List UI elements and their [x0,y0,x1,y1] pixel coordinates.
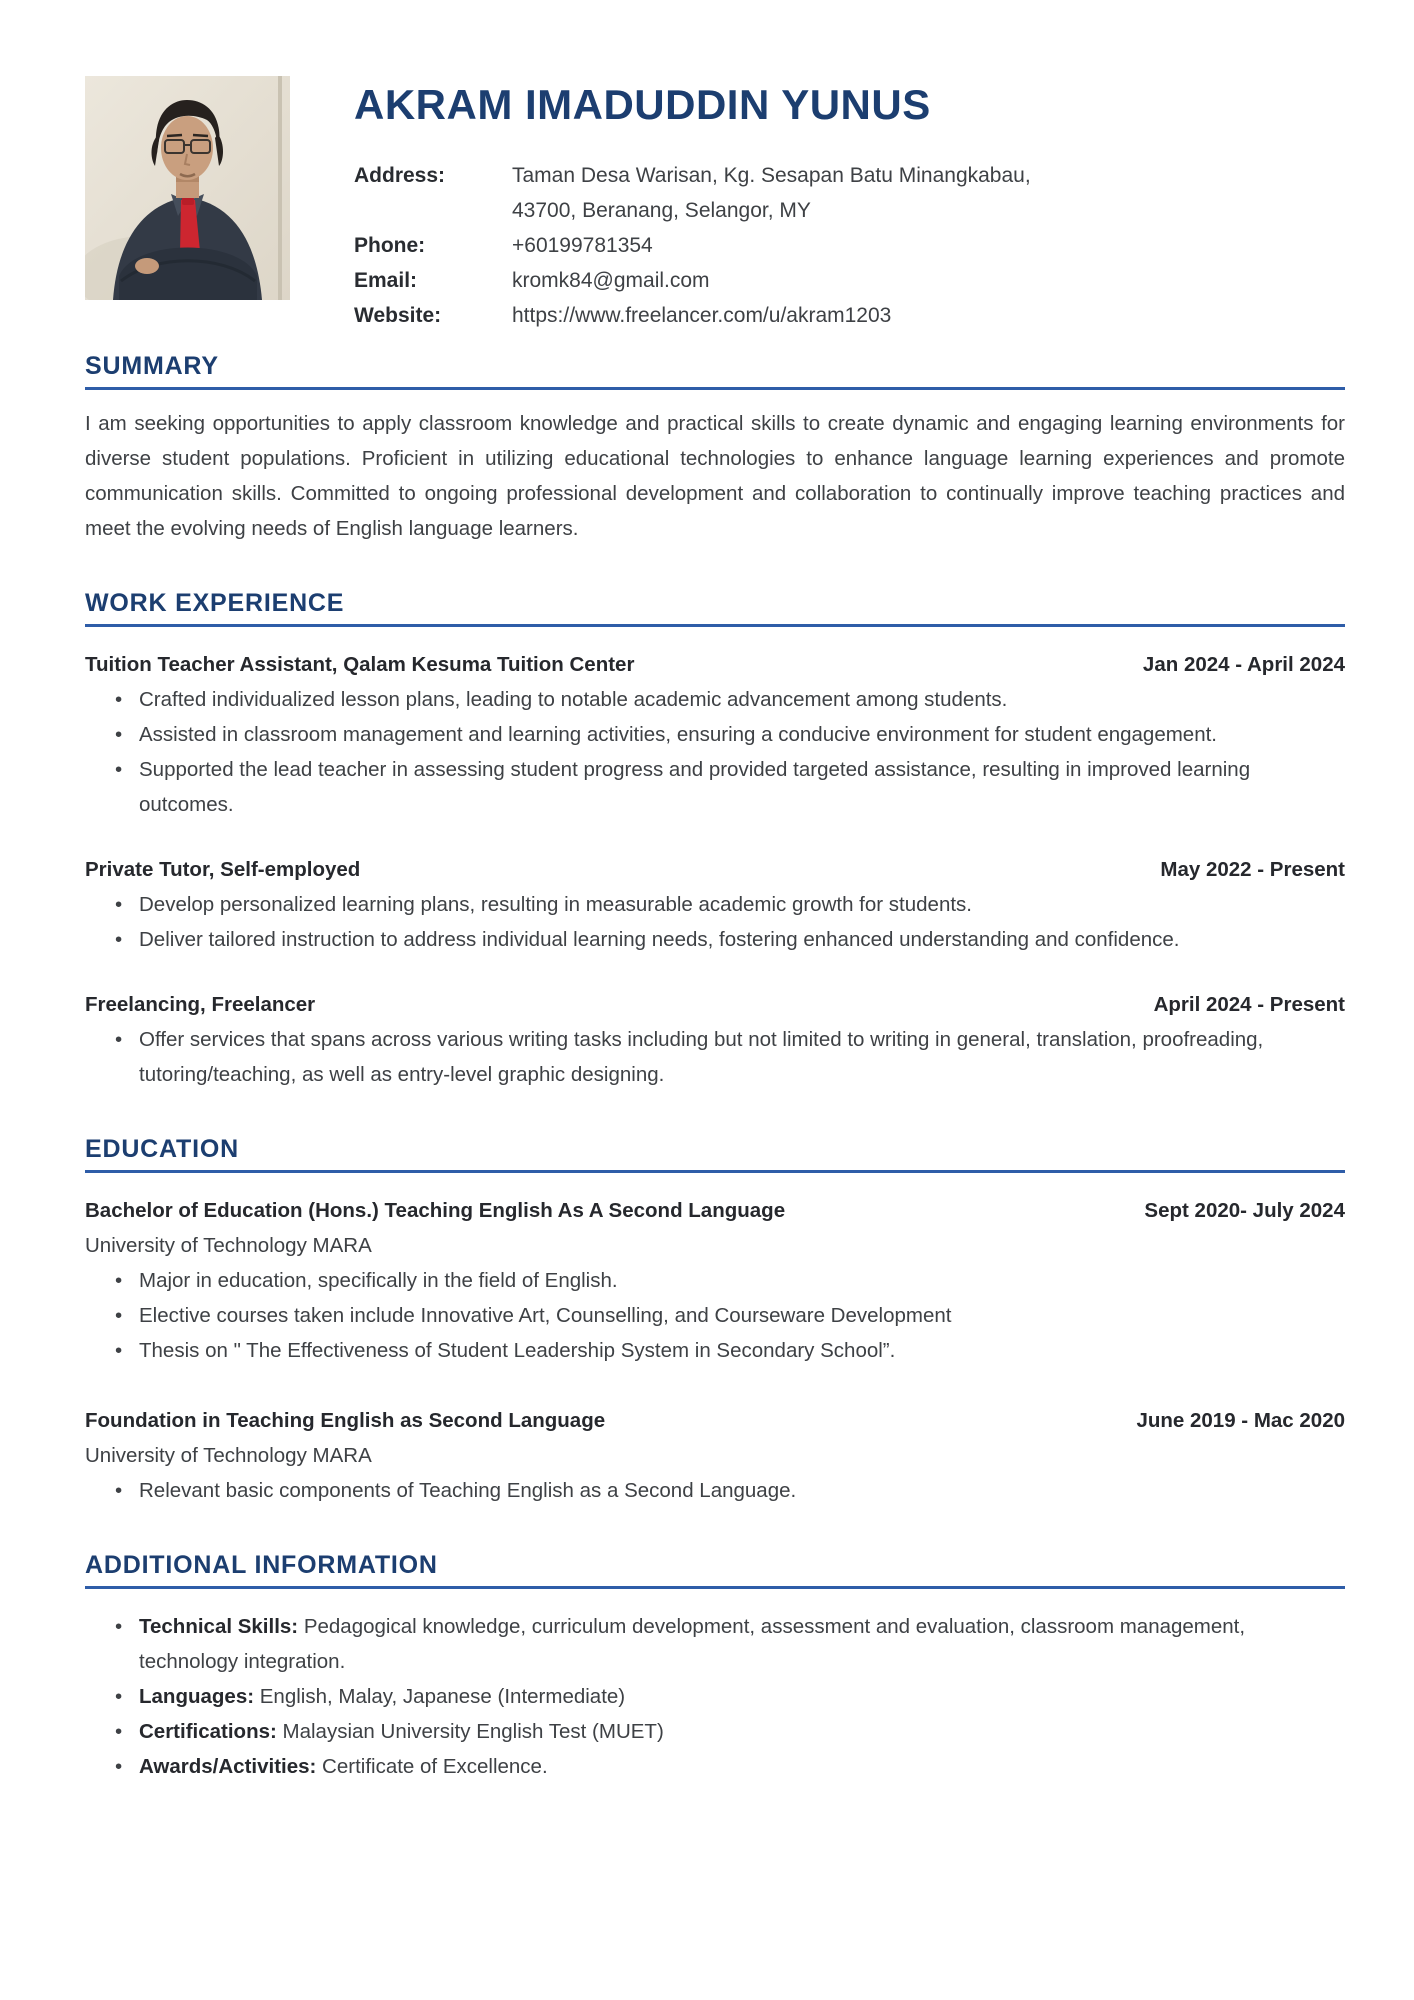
address-line-2: 43700, Beranang, Selangor, MY [512,199,811,222]
summary-text: I am seeking opportunities to apply classroom knowledge and practical skills to create dynamic and engaging learning environments for diverse student populations. Proficient in utilizing educational technologies to enhance language learning experiences and promote communication skills. Committed to ongoing professional development and collaboration to continually improve teaching practices and meet the evolving needs of English language learners. [85,412,1345,540]
job-header [85,852,1345,887]
education-bullet: • Elective courses taken include Innovative Art, Counselling, and Courseware Development [85,1298,1345,1333]
degree-title: Foundation in Teaching English as Second Language [85,1409,606,1432]
job-title: Freelancing, Freelancer [85,993,316,1016]
job-title: Private Tutor, Self-employed [85,858,361,881]
email-value: kromk84@gmail.com [512,269,710,292]
section-work-experience [85,588,1345,1092]
section-summary [85,351,1345,546]
contact-row-email [354,263,1345,298]
job-bullet: • Develop personalized learning plans, resulting in measurable academic growth for students. [85,887,1345,922]
phone-label: Phone: [354,234,426,257]
education-bullet-list [85,1263,1345,1368]
contact-row-phone [354,228,1345,263]
job-bullet-list [85,682,1345,822]
website-value: https://www.freelancer.com/u/akram1203 [512,304,892,327]
job-dates: Jan 2024 - April 2024 [1142,653,1345,676]
additional-rule [85,1586,1345,1589]
education-entry [85,1193,1345,1368]
education-bullet: • Relevant basic components of Teaching English as a Second Language. [85,1473,1345,1508]
phone-value: +60199781354 [512,234,653,257]
job-dates: May 2022 - Present [1160,858,1345,881]
degree-dates: June 2019 - Mac 2020 [1136,1409,1345,1432]
education-bullet: • Major in education, specifically in the field of English. [85,1263,1345,1298]
job-bullet-list [85,887,1345,957]
info-item [85,1679,1345,1714]
institution: University of Technology MARA [85,1444,372,1467]
job-entry [85,647,1345,822]
info-item-text: Certificate of Excellence. [316,1755,548,1778]
info-item-text: Pedagogical knowledge, curriculum development, assessment and evaluation, classroom management, technology integration. [139,1615,1246,1673]
education-heading: EDUCATION [85,1135,239,1163]
info-item-text: Malaysian University English Test (MUET) [276,1720,664,1743]
job-title: Tuition Teacher Assistant, Qalam Kesuma Tuition Center [85,653,635,676]
section-additional-information [85,1550,1345,1784]
job-header [85,987,1345,1022]
info-item-label: Technical Skills: [139,1615,299,1638]
address-value [512,158,1031,228]
summary-heading: SUMMARY [85,352,219,380]
profile-photo [85,76,290,300]
website-label: Website: [354,304,442,327]
info-item-label: Languages: [139,1685,255,1708]
section-education [85,1134,1345,1508]
education-header [85,1193,1345,1228]
job-bullet: • Crafted individualized lesson plans, leading to notable academic advancement among students. [85,682,1345,717]
contact-row-address [354,158,1345,228]
info-item [85,1749,1345,1784]
contact-row-website [354,298,1345,333]
info-item [85,1714,1345,1749]
job-header [85,647,1345,682]
job-entry [85,852,1345,957]
candidate-name: AKRAM IMADUDDIN YUNUS [354,81,931,128]
email-label: Email: [354,269,418,292]
education-rule [85,1170,1345,1173]
education-bullet-list [85,1473,1345,1508]
job-bullet-list [85,1022,1345,1092]
profile-photo-illustration [85,76,290,300]
info-item-label: Certifications: [139,1720,277,1743]
job-dates: April 2024 - Present [1153,993,1345,1016]
job-bullet: • Supported the lead teacher in assessing student progress and provided targeted assistance, resulting in improved learning outcomes. [85,752,1345,822]
summary-rule [85,387,1345,390]
job-bullet: • Offer services that spans across various writing tasks including but not limited to writing in general, translation, proofreading, tutoring/teaching, as well as entry-level graphic designing. [85,1022,1345,1092]
header [85,76,1345,333]
education-bullet: • Thesis on " The Effectiveness of Student Leadership System in Secondary School”. [85,1333,1345,1368]
additional-heading: ADDITIONAL INFORMATION [85,1551,438,1579]
address-label: Address: [354,164,446,187]
additional-info-list [85,1609,1345,1784]
info-item-label: Awards/Activities: [139,1755,317,1778]
job-entry [85,987,1345,1092]
info-item-text: English, Malay, Japanese (Intermediate) [254,1685,626,1708]
job-bullet: • Assisted in classroom management and learning activities, ensuring a conducive environment for student engagement. [85,717,1345,752]
institution: University of Technology MARA [85,1234,372,1257]
education-header [85,1403,1345,1438]
job-bullet: • Deliver tailored instruction to address individual learning needs, fostering enhanced understanding and confidence. [85,922,1345,957]
info-item [85,1609,1345,1679]
address-line-1: Taman Desa Warisan, Kg. Sesapan Batu Minangkabau, [512,164,1031,187]
work-rule [85,624,1345,627]
degree-dates: Sept 2020- July 2024 [1144,1199,1345,1222]
work-heading: WORK EXPERIENCE [85,589,345,617]
header-text-block [354,76,1345,333]
education-entry [85,1403,1345,1508]
degree-title: Bachelor of Education (Hons.) Teaching English As A Second Language [85,1199,786,1222]
